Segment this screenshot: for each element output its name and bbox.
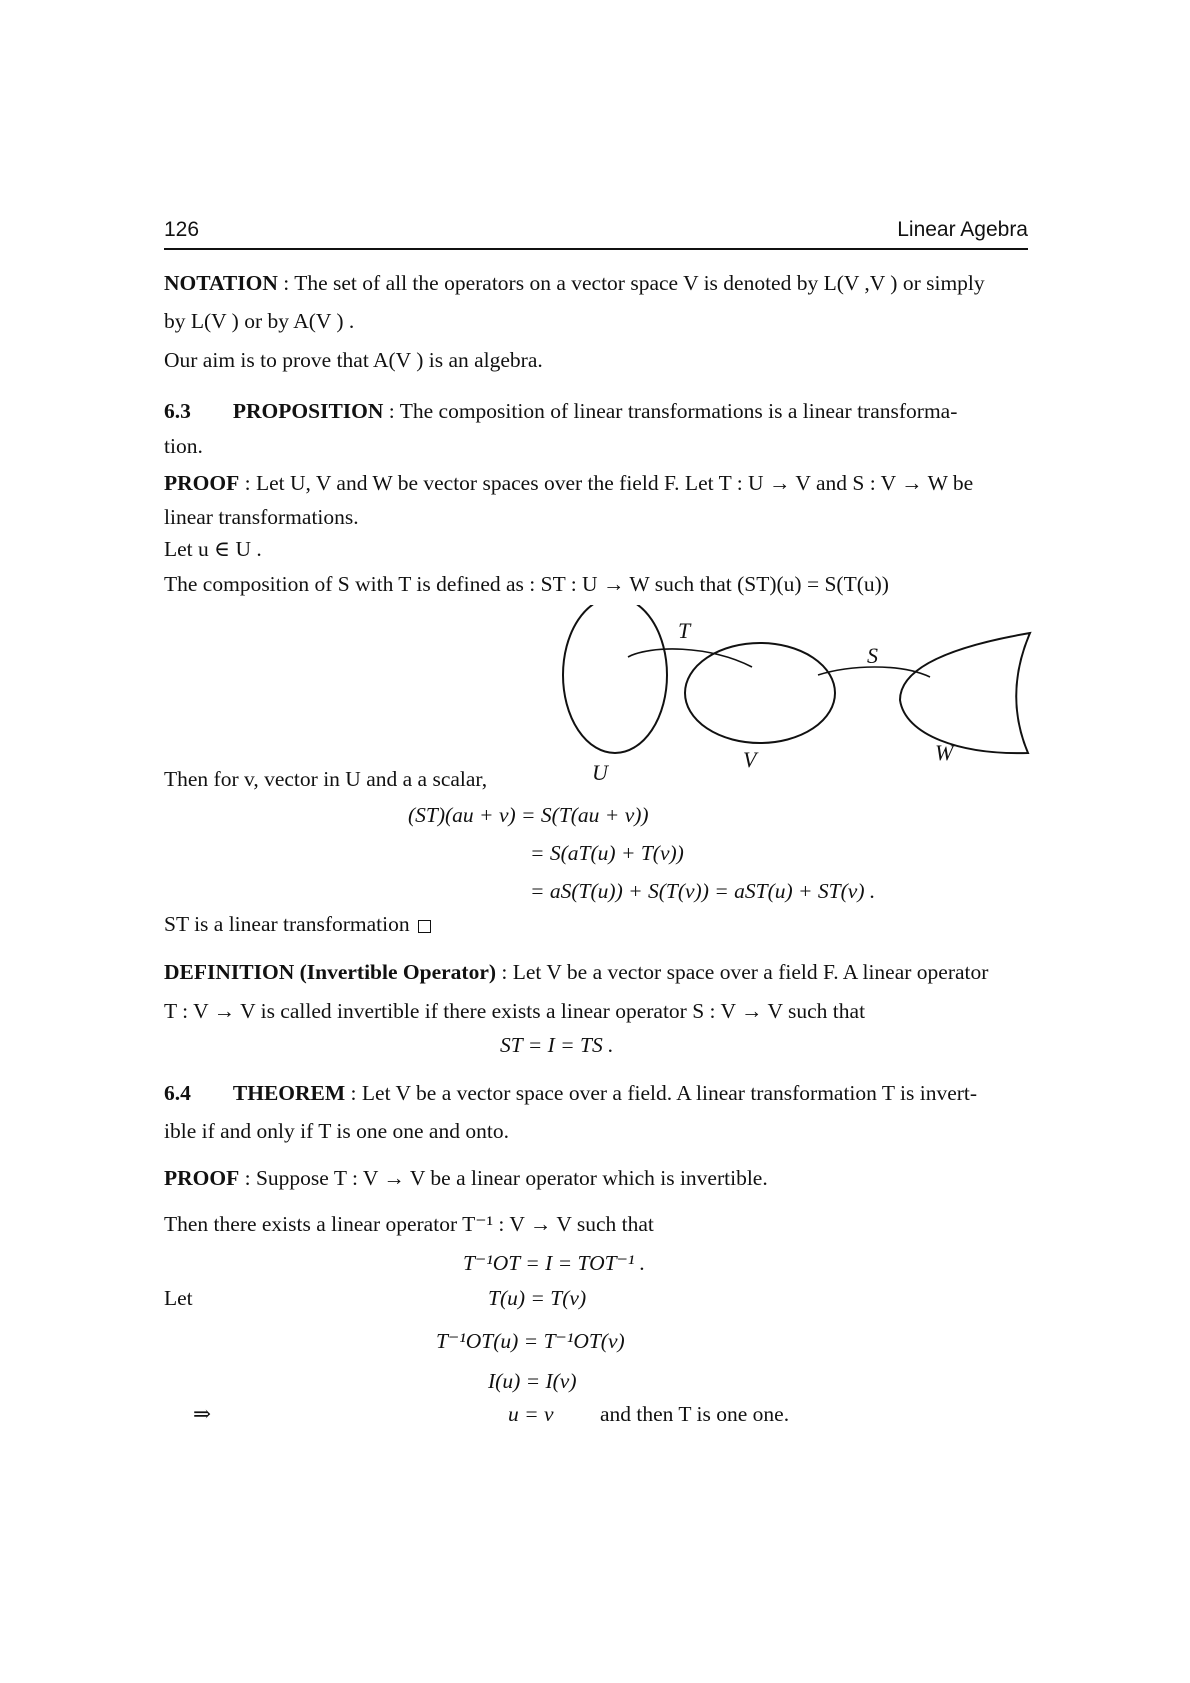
theorem-line-2: ible if and only if T is one one and onto. [164,1119,509,1143]
equation-3: = aS(T(u)) + S(T(v)) = aST(u) + ST(v) . [530,879,876,903]
proof2-text: : Suppose T : V → V be a linear operator which is invertible. [239,1166,768,1190]
set-U-ellipse [563,605,667,753]
set-V-ellipse [685,643,835,743]
one-one-conclusion: and then T is one one. [600,1402,790,1426]
equation-inverse-compose: T⁻¹OT(u) = T⁻¹OT(v) [436,1329,625,1353]
notation-line-2: by L(V ) or by A(V ) . [164,309,355,333]
arrow-S-curve [818,667,930,677]
notation-text: : The set of all the operators on a vector space V is denoted by L(V ,V ) or simply [277,271,985,295]
proposition-line [164,400,957,424]
proposition-label: PROPOSITION [232,399,384,423]
then-line: Then for v, vector in U and a a scalar, [164,767,488,791]
equation-2: = S(aT(u) + T(v)) [530,841,684,865]
definition-equation: ST = I = TS . [500,1033,614,1057]
implies-symbol: ⇒ [193,1402,212,1426]
composition-diagram [560,605,1040,785]
proof1-line-2: linear transformations. [164,505,359,529]
proof2-label: PROOF [164,1166,240,1190]
theorem-text: : Let V be a vector space over a field. A linear transformation T is invert- [345,1081,978,1105]
equation-1: (ST)(au + v) = S(T(au + v)) [408,803,649,827]
proof1-label: PROOF [164,471,240,495]
equation-u-eq-v: u = v [508,1402,554,1426]
label-V: V [743,747,757,772]
label-W: W [935,740,954,765]
aim-line: Our aim is to prove that A(V ) is an algebra. [164,348,543,372]
theorem-number: 6.4 [164,1081,191,1105]
arrow-T-curve [628,649,752,667]
composition-definition: The composition of S with T is defined as : ST : U → W such that (ST)(u) = S(T(u)) [164,572,889,596]
notation-label: NOTATION [164,271,278,295]
notation-line [164,272,985,296]
definition-line-2: T : V → V is called invertible if there exists a linear operator S : V → V such that [164,999,866,1023]
proof2-line [164,1167,768,1191]
let-label: Let [164,1286,193,1310]
label-S: S [867,643,878,668]
equation-identity: I(u) = I(v) [488,1369,577,1393]
equation-Tu-Tv: T(u) = T(v) [488,1286,587,1310]
definition-label: DEFINITION (Invertible Operator) [164,960,497,984]
proposition-number: 6.3 [164,399,191,423]
qed-square-icon [418,920,431,933]
conclusion-text: ST is a linear transformation [164,912,410,936]
proof1-conclusion [164,913,431,937]
proof1-text: : Let U, V and W be vector spaces over the field F. Let T : U → V and S : V → W be [239,471,974,495]
definition-line [164,961,988,985]
definition-text: : Let V be a vector space over a field F. A linear operator [496,960,989,984]
proposition-text: : The composition of linear transformations is a linear transforma- [383,399,958,423]
proof1-line [164,472,973,496]
proof1-let: Let u ∈ U . [164,537,262,561]
theorem-line [164,1082,977,1106]
inverse-equation: T⁻¹OT = I = TOT⁻¹ . [463,1251,646,1275]
proof2-line-2: Then there exists a linear operator T⁻¹ : V → V such that [164,1212,654,1236]
header-rule [164,248,1028,250]
running-title: Linear Agebra [897,218,1028,241]
label-T: T [678,618,691,643]
theorem-label: THEOREM [232,1081,346,1105]
label-U: U [592,760,608,785]
page-number: 126 [164,218,200,241]
set-W-shape [900,633,1030,753]
proposition-line-2: tion. [164,434,203,458]
